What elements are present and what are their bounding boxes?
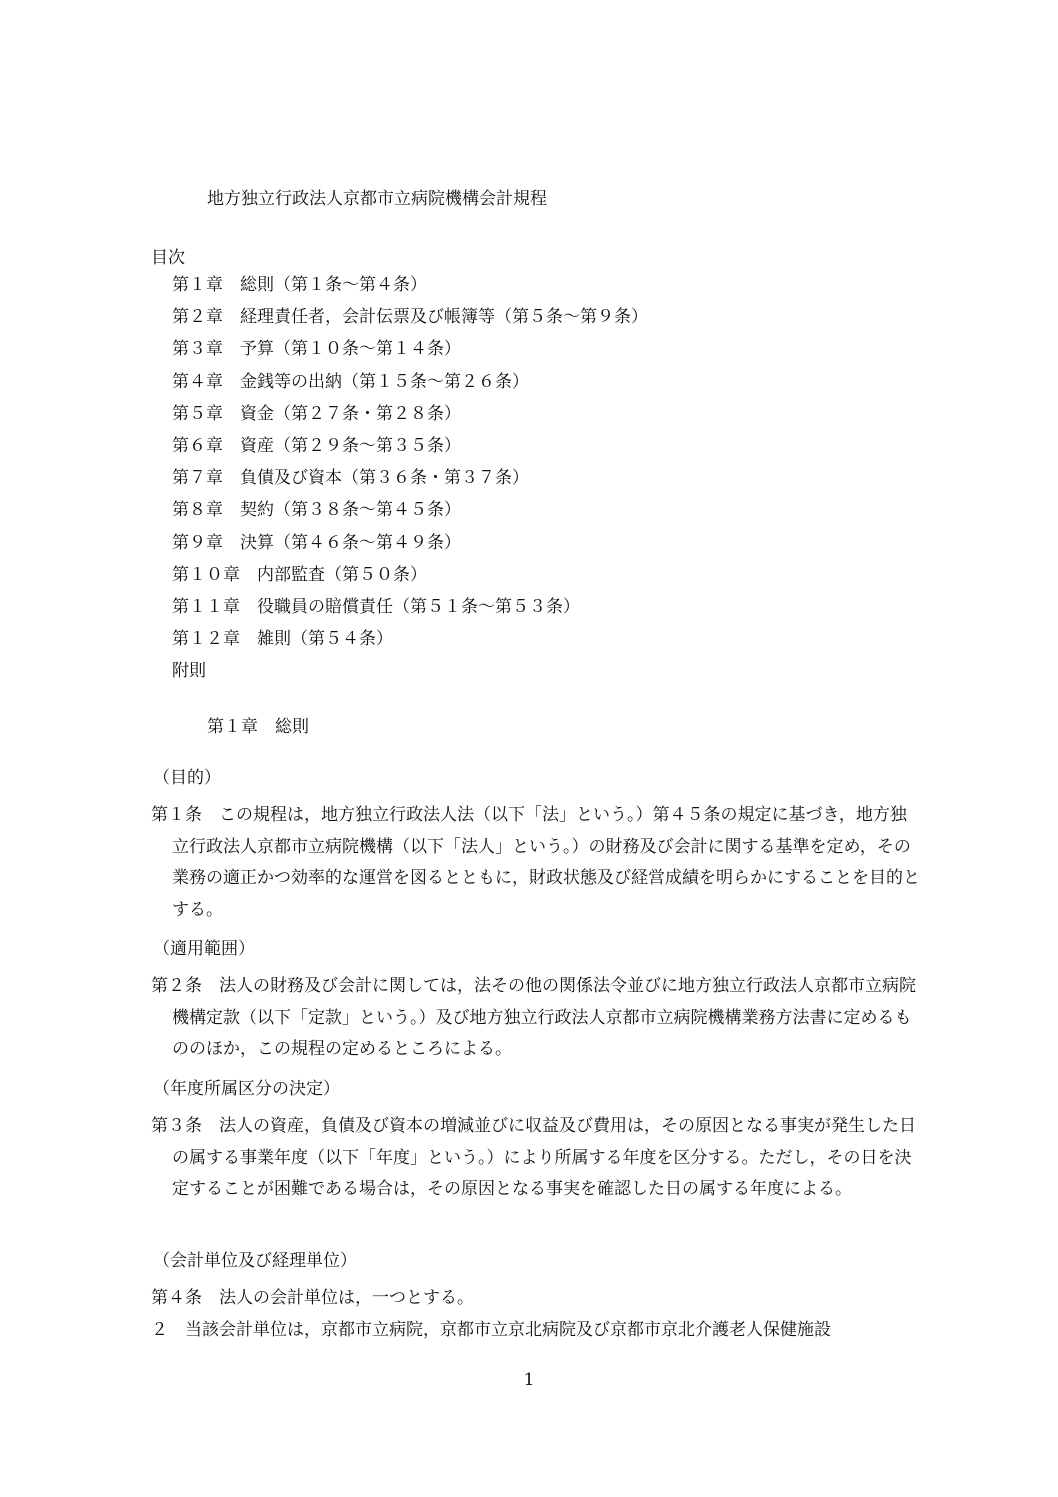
toc-item: 第９章 決算（第４６条～第４９条） bbox=[172, 532, 461, 553]
toc-item: 第５章 資金（第２７条・第２８条） bbox=[172, 403, 461, 424]
article-caption: （目的） bbox=[153, 768, 221, 788]
toc-item: 第６章 資産（第２９条～第３５条） bbox=[172, 435, 461, 456]
table-of-contents bbox=[172, 274, 648, 692]
toc-item: 第１章 総則（第１条～第４条） bbox=[172, 275, 427, 295]
toc-item: 附則 bbox=[172, 661, 206, 682]
chapter-heading: 第１章 総則 bbox=[207, 717, 309, 737]
toc-item: 第４章 金銭等の出納（第１５条～第２６条） bbox=[172, 371, 529, 392]
article-paragraph: 第３条 法人の資産，負債及び資本の増減並びに収益及び費用は，その原因となる事実が発生した日の属する事業年度（以下「年度」という。）により所属する年度を区分する。ただし，その日を決定することが困難である場合は，その原因となる事実を確認した日の属する年度による。 bbox=[151, 1116, 916, 1199]
article-paragraph: ２ 当該会計単位は，京都市立病院，京都市立京北病院及び京都市京北介護老人保健施設 bbox=[151, 1319, 831, 1340]
article-caption: （年度所属区分の決定） bbox=[153, 1079, 340, 1099]
article-1 bbox=[151, 767, 921, 926]
article-2 bbox=[151, 938, 921, 1066]
article-paragraph: 第４条 法人の会計単位は，一つとする。 bbox=[151, 1288, 474, 1308]
article-3 bbox=[151, 1078, 921, 1206]
article-4 bbox=[151, 1250, 921, 1346]
toc-item: 第１２章 雑則（第５４条） bbox=[172, 629, 393, 650]
article-caption: （適用範囲） bbox=[153, 939, 255, 959]
article-paragraph: 第２条 法人の財務及び会計に関しては，法その他の関係法令並びに地方独立行政法人京都市立病院機構定款（以下「定款」という。）及び地方独立行政法人京都市立病院機構業務方法書に定めるもののほか，この規程の定めるところによる。 bbox=[151, 976, 916, 1059]
toc-item: 第１１章 役職員の賠償責任（第５１条～第５３条） bbox=[172, 596, 580, 617]
toc-item: 第８章 契約（第３８条～第４５条） bbox=[172, 500, 461, 521]
document-title: 地方独立行政法人京都市立病院機構会計規程 bbox=[207, 189, 547, 209]
article-caption: （会計単位及び経理単位） bbox=[153, 1251, 357, 1271]
article-paragraph: 第１条 この規程は，地方独立行政法人法（以下「法」という。）第４５条の規定に基づき，地方独立行政法人京都市立病院機構（以下「法人」という。）の財務及び会計に関する基準を定め，その業務の適正かつ効率的な運営を図るとともに，財政状態及び経営成績を明らかにすることを目的とする。 bbox=[151, 805, 920, 920]
toc-heading: 目次 bbox=[151, 248, 185, 268]
toc-item: 第３章 予算（第１０条～第１４条） bbox=[172, 339, 461, 360]
toc-item: 第２章 経理責任者，会計伝票及び帳簿等（第５条～第９条） bbox=[172, 307, 648, 328]
toc-item: 第７章 負債及び資本（第３６条・第３７条） bbox=[172, 468, 529, 489]
page-number: 1 bbox=[523, 1370, 535, 1390]
toc-item: 第１０章 内部監査（第５０条） bbox=[172, 564, 427, 585]
